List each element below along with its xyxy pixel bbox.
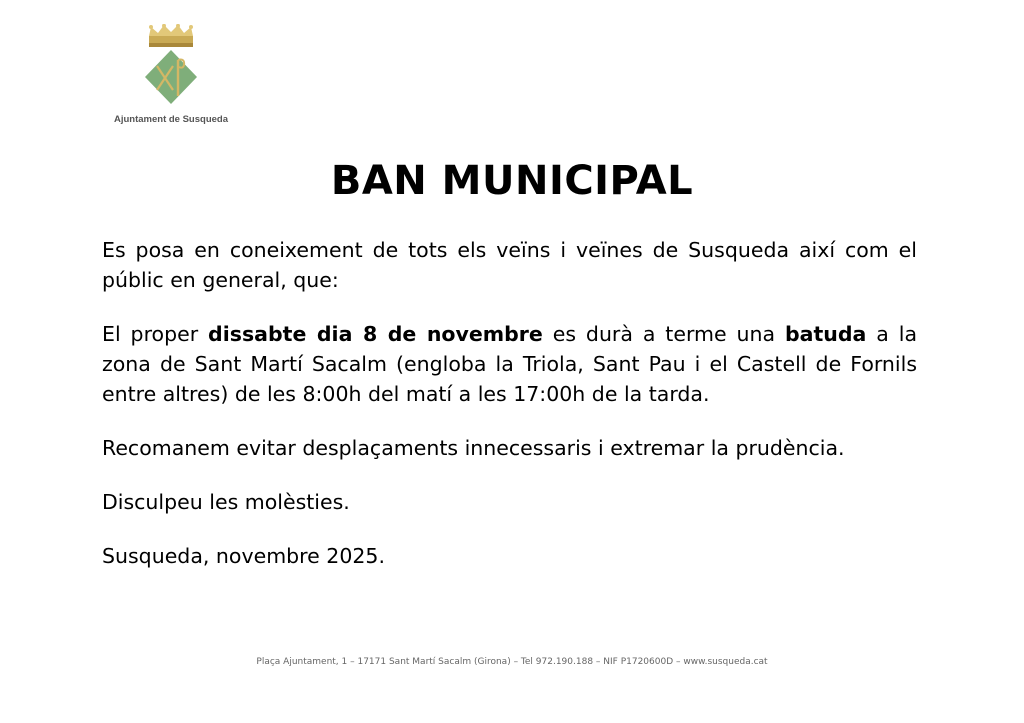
event-text-3: a la zona de Sant Martí Sacalm (engloba la Triola, Sant Pau i el Castell de Fornils entre altres) de les 8:00h del matí a les 17:00h de la tarda. bbox=[102, 322, 918, 406]
coat-of-arms-icon bbox=[145, 24, 197, 104]
intro-paragraph: Es posa en coneixement de tots els veïns i veïnes de Susqueda així com el públic en general, que: bbox=[102, 238, 917, 292]
event-text-1: El proper bbox=[102, 322, 209, 346]
page-title: BAN MUNICIPAL bbox=[330, 158, 694, 204]
logo-caption: Ajuntament de Susqueda bbox=[113, 114, 228, 125]
municipal-logo bbox=[100, 24, 242, 128]
event-text-2: es durà a terme una bbox=[542, 322, 785, 346]
apology-paragraph: Disculpeu les molèsties. bbox=[102, 490, 350, 514]
recommendation-paragraph: Recomanem evitar desplaçaments innecessaris i extremar la prudència. bbox=[102, 436, 845, 460]
event-date: dissabte dia 8 de novembre bbox=[208, 322, 543, 346]
date-signature: Susqueda, novembre 2025. bbox=[102, 544, 385, 568]
event-paragraph bbox=[102, 319, 917, 409]
announcement-body bbox=[102, 235, 917, 595]
footer-contact: Plaça Ajuntament, 1 – 17171 Sant Martí Sacalm (Girona) – Tel 972.190.188 – NIF P1720600D – www.susqueda.cat bbox=[256, 657, 768, 667]
event-type: batuda bbox=[784, 322, 867, 346]
